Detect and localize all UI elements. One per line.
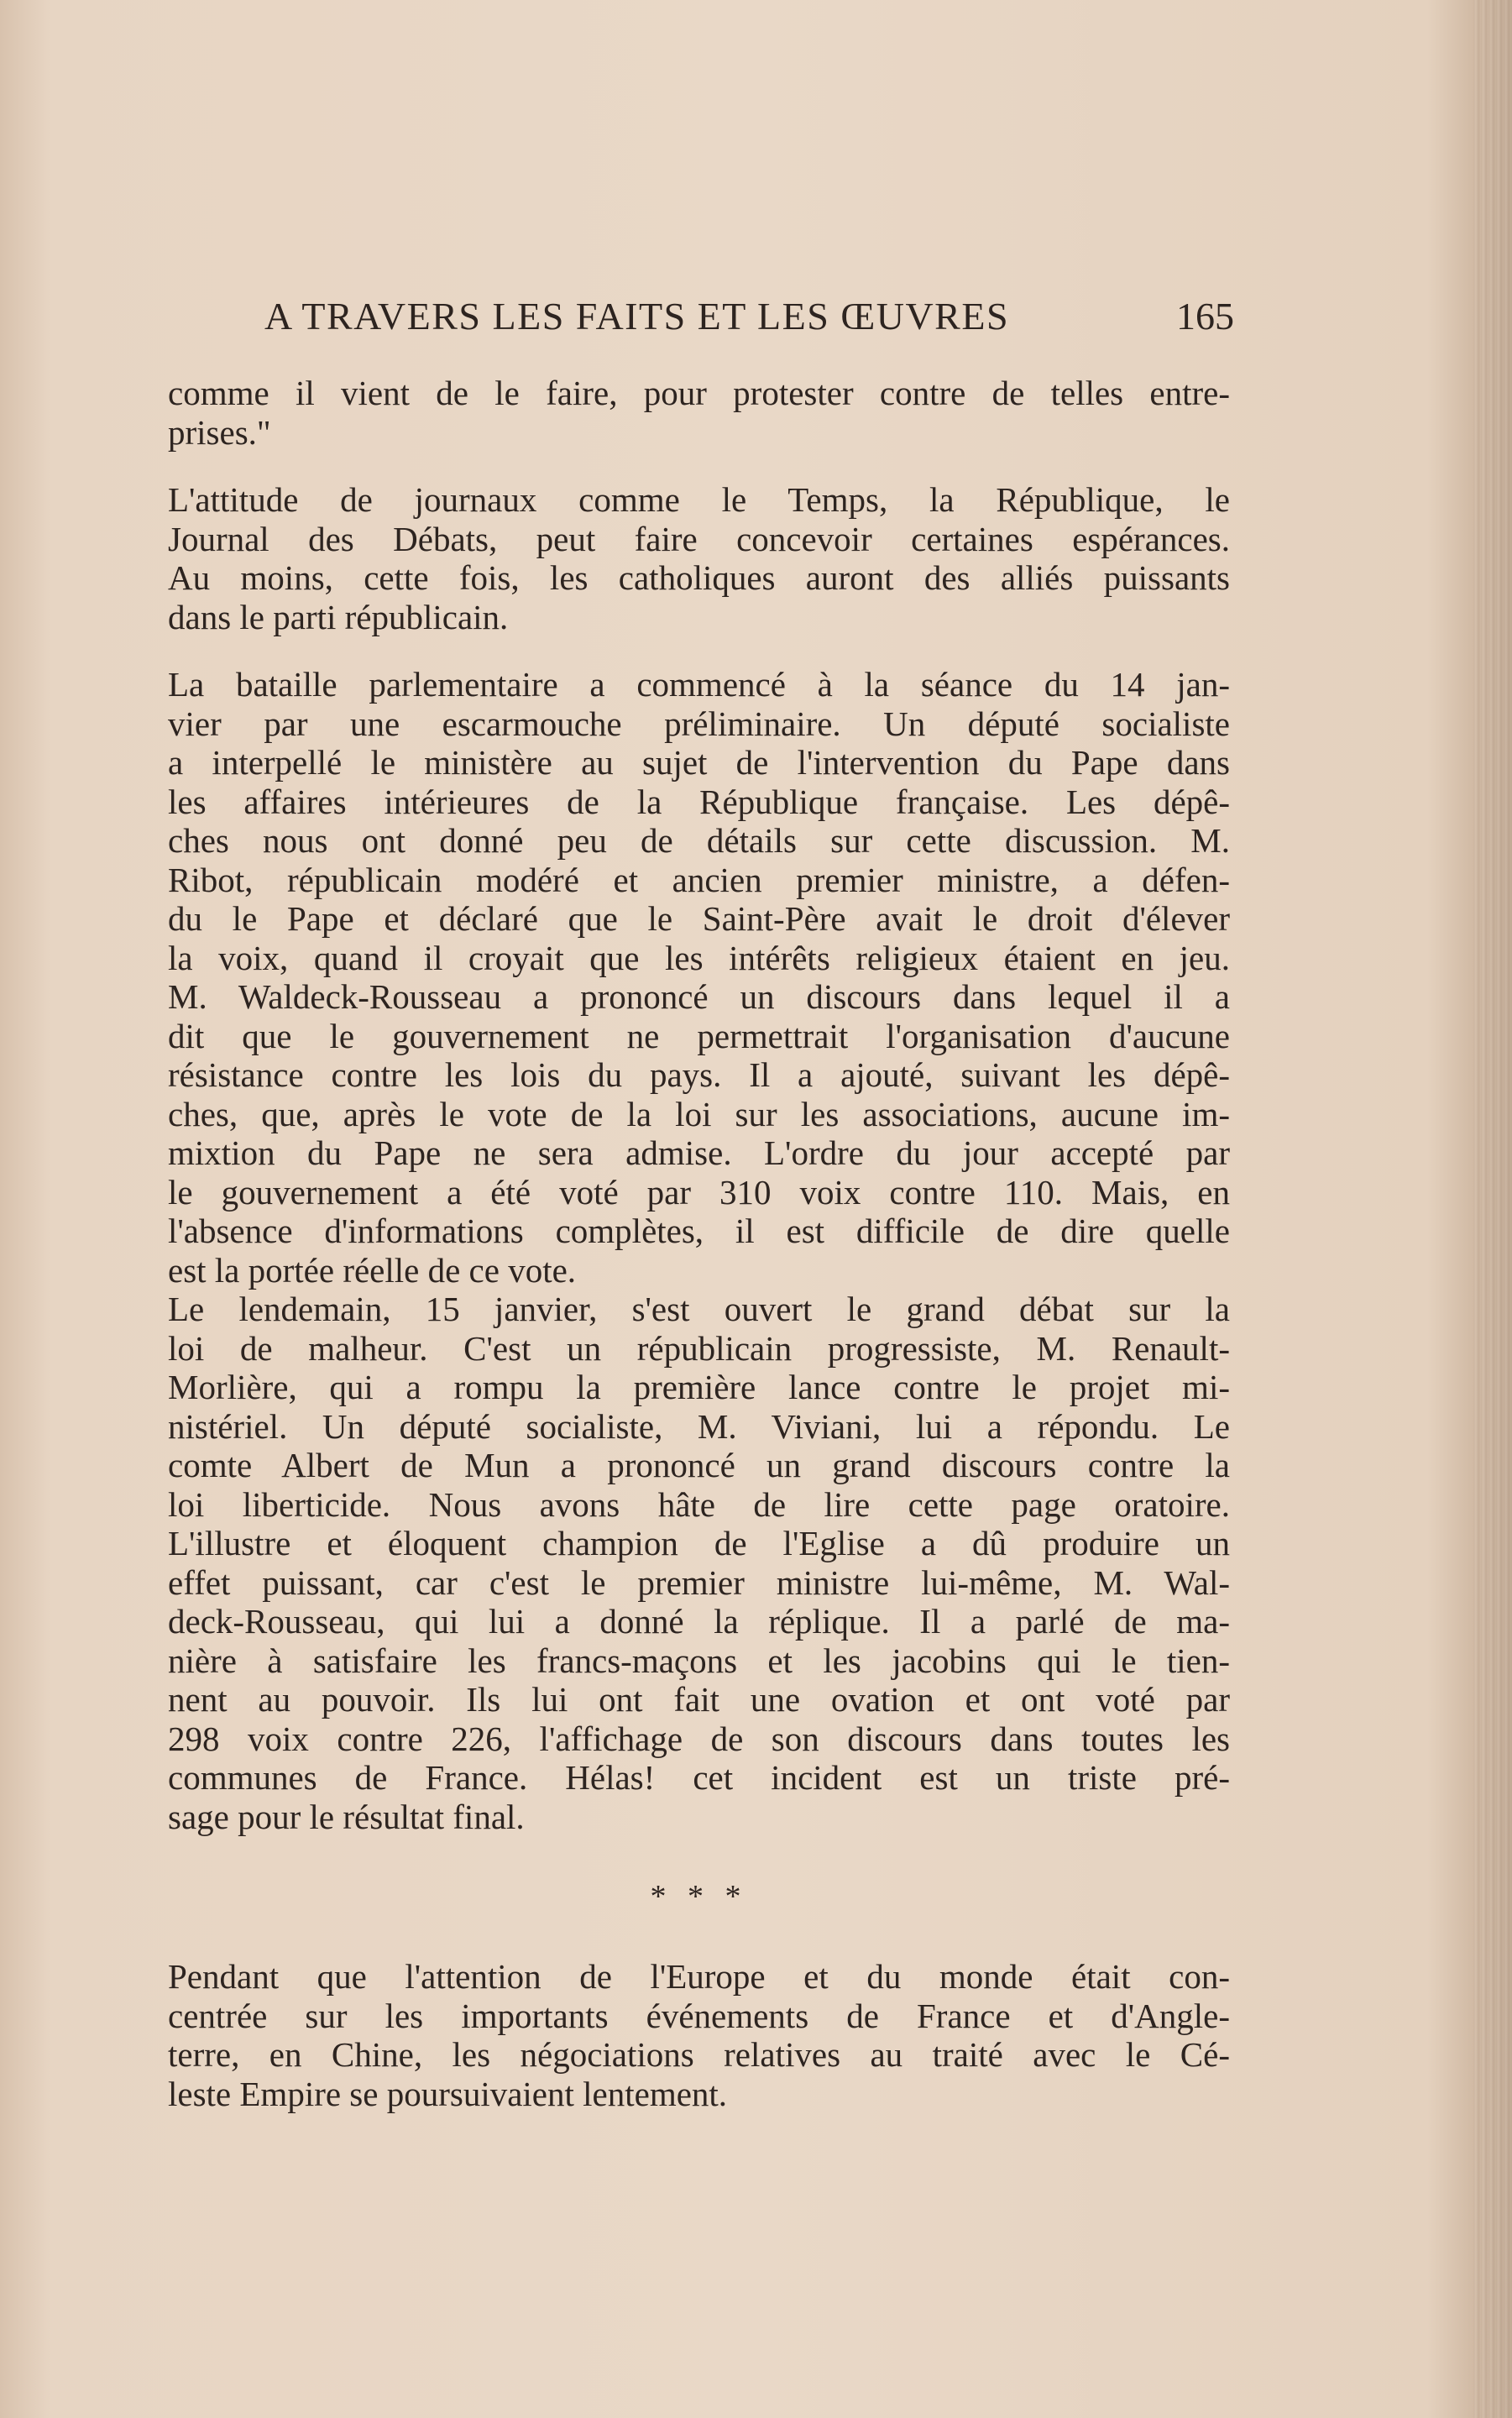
text-line: Pendant que l'attention de l'Europe et du monde était con- [168, 1957, 1230, 1996]
text-line: leste Empire se poursuivaient lentement. [168, 2074, 728, 2113]
text-line: comme il vient de le faire, pour protester contre de telles entre- [168, 374, 1230, 412]
text-line: le gouvernement a été voté par 310 voix contre 110. Mais, en [168, 1172, 1230, 1212]
paragraph [168, 480, 1230, 636]
text-line: résistance contre les lois du pays. Il a ajouté, suivant les dépê- [168, 1055, 1230, 1094]
text-line: communes de France. Hélas! cet incident est un triste pré- [168, 1758, 1230, 1797]
body-text [168, 374, 1230, 2113]
page-edge [1473, 0, 1512, 2418]
text-line: L'attitude de journaux comme le Temps, la République, le [168, 480, 1230, 519]
text-line: nent au pouvoir. Ils lui ont fait une ovation et ont voté par [168, 1680, 1230, 1719]
text-line: dans le parti républicain. [168, 597, 509, 636]
text-line: M. Waldeck-Rousseau a prononcé un discours dans lequel il a [168, 977, 1230, 1016]
text-line: du le Pape et déclaré que le Saint-Père avait le droit d'élever [168, 899, 1230, 938]
text-line: l'absence d'informations complètes, il est difficile de dire quelle [168, 1212, 1230, 1250]
text-line: Journal des Débats, peut faire concevoir certaines espérances. [168, 519, 1230, 558]
text-line: Au moins, cette fois, les catholiques auront des alliés puissants [168, 558, 1230, 597]
text-line: Morlière, qui a rompu la première lance contre le projet mi- [168, 1368, 1230, 1406]
text-line: vier par une escarmouche préliminaire. Un député socialiste [168, 704, 1230, 743]
paragraph [168, 1957, 1230, 2113]
paragraph [168, 665, 1230, 1290]
text-line: prises." [168, 412, 271, 452]
text-line: la voix, quand il croyait que les intérêts religieux étaient en jeu. [168, 938, 1230, 977]
text-line: ches nous ont donné peu de détails sur cette discussion. M. [168, 821, 1230, 860]
text-line: nière à satisfaire les francs-maçons et les jacobins qui le tien- [168, 1641, 1230, 1680]
text-line: nistériel. Un député socialiste, M. Viviani, lui a répondu. Le [168, 1406, 1230, 1446]
text-line: effet puissant, car c'est le premier ministre lui-même, M. Wal- [168, 1562, 1230, 1602]
text-line: comte Albert de Mun a prononcé un grand discours contre la [168, 1446, 1230, 1484]
text-line: deck-Rousseau, qui lui a donné la réplique. Il a parlé de ma- [168, 1602, 1230, 1641]
text-line: les affaires intérieures de la République française. Les dépê- [168, 782, 1230, 821]
page-number: 165 [1176, 295, 1234, 338]
text-line: dit que le gouvernement ne permettrait l'organisation d'aucune [168, 1016, 1230, 1055]
text-line: L'illustre et éloquent champion de l'Eglise a dû produire un [168, 1524, 1230, 1562]
running-head: A TRAVERS LES FAITS ET LES ŒUVRES [264, 295, 1010, 338]
text-line: ches, que, après le vote de la loi sur les associations, aucune im- [168, 1094, 1230, 1133]
text-line: terre, en Chine, les négociations relatives au traité avec le Cé- [168, 2035, 1230, 2074]
text-line: La bataille parlementaire a commencé à la séance du 14 jan- [168, 665, 1230, 704]
paragraph [168, 374, 1230, 452]
text-line: est la portée réelle de ce vote. [168, 1250, 577, 1290]
section-separator: * * * [650, 1879, 748, 1914]
text-line: Le lendemain, 15 janvier, s'est ouvert le grand débat sur la [168, 1290, 1230, 1328]
text-line: Ribot, républicain modéré et ancien premier ministre, a défen- [168, 860, 1230, 899]
text-line: loi de malheur. C'est un républicain progressiste, M. Renault- [168, 1328, 1230, 1368]
paragraph [168, 1290, 1230, 1836]
text-line: centrée sur les importants événements de France et d'Angle- [168, 1996, 1230, 2035]
text-line: mixtion du Pape ne sera admise. L'ordre du jour accepté par [168, 1133, 1230, 1172]
text-line: a interpellé le ministère au sujet de l'intervention du Pape dans [168, 743, 1230, 782]
page-header [264, 294, 1234, 353]
text-line: sage pour le résultat final. [168, 1797, 525, 1836]
text-line: loi liberticide. Nous avons hâte de lire cette page oratoire. [168, 1484, 1230, 1524]
text-line: 298 voix contre 226, l'affichage de son discours dans toutes les [168, 1719, 1230, 1758]
